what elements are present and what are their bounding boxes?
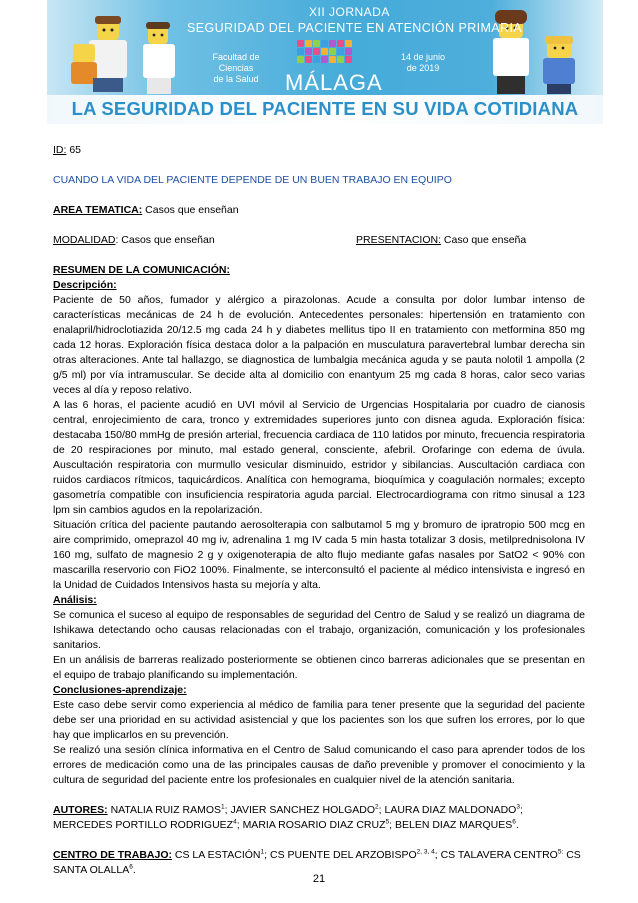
abstract-title: CUANDO LA VIDA DEL PACIENTE DEPENDE DE UN BUEN TRABAJO EN EQUIPO	[53, 174, 452, 186]
conference-banner	[47, 0, 603, 124]
centro-affiliation-number: 2, 3, 4	[416, 848, 435, 856]
centro-separator: ;	[264, 849, 270, 861]
modalidad-value: : Casos que enseñan	[115, 234, 215, 246]
author-affiliation-number: 1	[221, 803, 225, 811]
modalidad	[53, 233, 356, 248]
author-name: JAVIER SANCHEZ HOLGADO	[230, 804, 376, 816]
area-label: AREA TEMATICA:	[53, 204, 143, 216]
banner-venue-line2: de la Salud	[213, 74, 259, 84]
analisis-paragraph-1: Se comunica el suceso al equipo de responsables de seguridad del Centro de Salud y se realizó un diagrama de Ishikawa detectando ocho causas relacionadas con el trabajo, organización, comunicación y los profesionales sanitarios.	[53, 609, 585, 651]
author-name: NATALIA RUIZ RAMOS	[107, 804, 222, 816]
banner-tagline: LA SEGURIDAD DEL PACIENTE EN SU VIDA COTIDIANA	[71, 98, 579, 119]
centro-name: CS LA ESTACIÓN	[172, 849, 261, 861]
author-affiliation-number: 5	[385, 818, 390, 826]
area-value: Casos que enseñan	[145, 204, 239, 216]
modalidad-label: MODALIDAD	[53, 234, 116, 246]
author-separator: .	[515, 819, 519, 831]
author-separator: ;	[389, 819, 395, 831]
banner-date-line2: de 2019	[406, 63, 440, 73]
author-name: BELEN DIAZ MARQUES	[394, 819, 513, 831]
author-name: MARIA ROSARIO DIAZ CRUZ	[242, 819, 386, 831]
centro-name: CS PUENTE DEL ARZOBISPO	[269, 849, 417, 861]
lego-doctor-with-child-figure	[67, 14, 145, 94]
resumen-heading	[53, 263, 585, 278]
conclusiones-paragraph-2: Se realizó una sesión clínica informativa en el Centro de Salud comunicando el caso para aprender todos de los errores de medicación como una de las principales causas de daño prevenible y promover el conocimiento y la cultura de seguridad del paciente entre los profesionales en cualquier nivel de la atención sanitaria.	[53, 744, 585, 786]
centro-label: CENTRO DE TRABAJO:	[53, 849, 173, 861]
author-name: LAURA DIAZ MALDONADO	[384, 804, 517, 816]
autores	[53, 803, 585, 833]
banner-city: MÁLAGA	[285, 70, 383, 95]
resumen-label: RESUMEN DE LA COMUNICACIÓN:	[53, 264, 230, 276]
descripcion-paragraph-3: Situación crítica del paciente pautando aerosolterapia con salbutamol 5 mg y bromuro de ipratropio 500 mcg en aire comprimido, omeprazol 40 mg iv, adrenalina 1 mg IV cada 5 min hasta totalizar 3 dosis, metilprednisolona IV 160 mg, sulfato de magnesio 2 g y oxigenoterapia de alto flujo mediante gafas nasales por SatO2 < 90% con mascarilla reservorio con FiO2 100%. Finalmente, se interconsultó el paciente al médico intensivista e ingresó en la Unidad de Cuidados Intensivos hasta su mejoría y alta.	[53, 519, 585, 591]
author-affiliation-number: 6	[512, 818, 516, 826]
banner-venue-line1: Facultad de Ciencias	[212, 52, 260, 73]
author-affiliation-number: 2	[375, 803, 379, 811]
banner-venue	[194, 52, 278, 85]
descripcion-paragraph-1: Paciente de 50 años, fumador y alérgico a pirazolonas. Acude a consulta por dolor lumbar intenso de características mecánicas de 24 h de evolución. Antecedentes personales: hipertensión en tratamiento con enalapril/hidroclotiazida 20/12.5 mg cada 24 h y diabetes mellitus tipo II en tratamiento con metformina 850 mg cada 12 horas. Exploración física destaca dolor a la palpación en musculatura paravertebral lumbar derecha sin otras alteraciones. Ante tal hallazgo, se diagnostica de lumbalgia mecánica aguda y se pauta nolotil 1 ampolla (2 g/5 ml) por vía intramuscular. Se decide alta al domicilio con enantyum 25 mg cada 8 horas, calor seco varias veces al día y reposo relativo.	[53, 294, 585, 396]
author-affiliation-number: 3	[516, 803, 520, 811]
analisis-heading: Análisis:	[53, 594, 97, 606]
abstract-id	[53, 143, 585, 158]
author-separator: ;	[236, 819, 243, 831]
banner-title: SEGURIDAD DEL PACIENTE EN ATENCIÓN PRIMARIA	[187, 21, 523, 35]
author-separator: ;	[224, 804, 231, 816]
page-number: 21	[312, 873, 326, 885]
presentacion	[356, 233, 526, 248]
author-name: MERCEDES PORTILLO RODRIGUEZ	[53, 819, 234, 831]
lego-patient-figure	[537, 36, 581, 94]
modalidad-row	[53, 233, 585, 248]
area-tematica	[53, 203, 585, 218]
id-value: 65	[69, 144, 82, 156]
banner-date	[393, 52, 453, 74]
author-separator: ;	[378, 804, 385, 816]
centro-affiliation-number: 6	[129, 863, 133, 871]
author-affiliation-number: 4	[233, 818, 237, 826]
centro-separator: .	[132, 864, 136, 876]
autores-list	[53, 804, 523, 831]
presentacion-label: PRESENTACION:	[356, 234, 441, 246]
descripcion-heading: Descripción:	[53, 279, 117, 291]
abstract-body	[53, 143, 585, 878]
analisis-paragraph-2: En un análisis de barreras realizado posteriormente se obtienen cinco barreras adicionales que se presentan en el equipo de trabajo planificando su implementación.	[53, 654, 585, 681]
conclusiones-paragraph-1: Este caso debe servir como experiencia al médico de familia para tener presente que la seguridad del paciente debe ser una prioridad en su actividad asistencial y que los pacientes son los que sufren los errores, por lo que hay que implicarlos en su prevención.	[53, 699, 585, 741]
centro-affiliation-number: 5:	[557, 848, 564, 856]
centro-name: CS SANTA OLALLA	[53, 849, 581, 876]
banner-date-line1: 14 de junio	[400, 52, 446, 62]
id-label: ID:	[53, 144, 67, 156]
presentacion-value: Caso que enseña	[443, 234, 527, 246]
author-separator: ;	[519, 804, 523, 816]
centro-separator: ;	[434, 849, 441, 861]
lego-brick-mosaic	[297, 40, 353, 70]
autores-label: AUTORES:	[53, 804, 108, 816]
centro-name: CS TALAVERA CENTRO	[440, 849, 558, 861]
banner-jornada: XII JORNADA	[309, 5, 390, 19]
centro-affiliation-number: 1	[260, 848, 265, 856]
lego-nurse-figure	[139, 22, 179, 94]
conclusiones-heading: Conclusiones-aprendizaje:	[53, 684, 187, 696]
descripcion-paragraph-2: A las 6 horas, el paciente acudió en UVI móvil al Servicio de Urgencias Hospitalaria por cuadro de cianosis central, enrojecimiento de cara, tronco y extremidades superiores junto con disnea aguda. Exploración física: destacaba 150/80 mmHg de presión arterial, frecuencia cardiaca de 110 latidos por minuto, frecuencia respiratoria de 20 respiraciones por minuto, mal estado general, consciente, afebril. Orofaringe con edema de úvula. Auscultación respiratoria con murmullo vesicular disminuido, estridor y sibilancias. Auscultación cardiaca con ruidos cardiacos rítmicos, taquicárdicos. Analítica con hemograma, bioquímica y coagulación normales; excepto gasometría compatible con insuficiencia respiratoria aguda parcial. Electrocardiograma con ritmo sinusal a 123 lpm sin cambios agudos en la repolarización.	[53, 399, 585, 516]
